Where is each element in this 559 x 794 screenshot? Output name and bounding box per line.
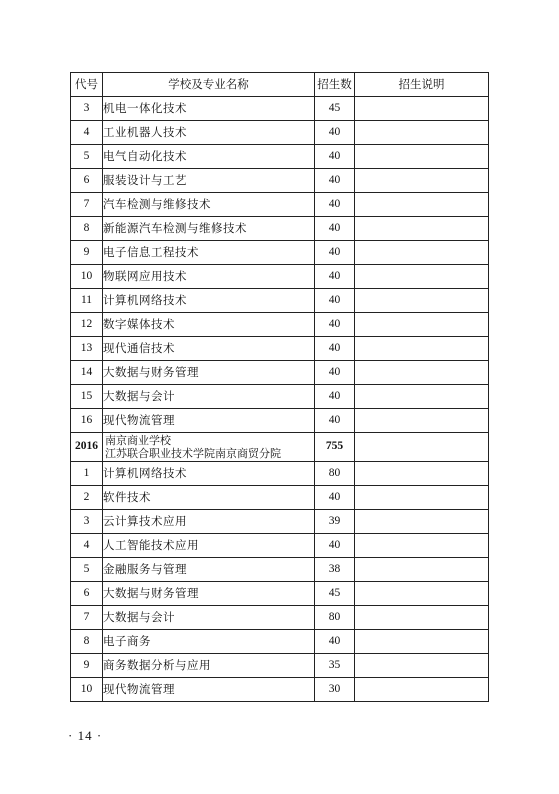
row-major-name: 大数据与财务管理 [103, 361, 315, 385]
table-row [71, 678, 489, 702]
row-count: 30 [315, 678, 355, 702]
row-major-name: 新能源汽车检测与维修技术 [103, 217, 315, 241]
row-code: 12 [71, 313, 103, 337]
row-note [355, 313, 489, 337]
header-count: 招生数 [315, 73, 355, 97]
row-code: 5 [71, 145, 103, 169]
row-major-name: 大数据与会计 [103, 385, 315, 409]
row-count: 80 [315, 606, 355, 630]
school-name [103, 433, 315, 462]
enrollment-table [70, 72, 489, 702]
row-major-name: 现代物流管理 [103, 678, 315, 702]
row-major-name: 云计算技术应用 [103, 510, 315, 534]
row-note [355, 654, 489, 678]
row-code: 2 [71, 486, 103, 510]
row-code: 5 [71, 558, 103, 582]
header-name: 学校及专业名称 [103, 73, 315, 97]
row-code: 6 [71, 169, 103, 193]
row-note [355, 217, 489, 241]
row-count: 40 [315, 217, 355, 241]
row-major-name: 数字媒体技术 [103, 313, 315, 337]
row-major-name: 汽车检测与维修技术 [103, 193, 315, 217]
row-code: 9 [71, 654, 103, 678]
row-count: 40 [315, 169, 355, 193]
table-row [71, 145, 489, 169]
row-count: 40 [315, 534, 355, 558]
row-code: 13 [71, 337, 103, 361]
row-note [355, 678, 489, 702]
row-note [355, 630, 489, 654]
row-code: 3 [71, 510, 103, 534]
row-note [355, 510, 489, 534]
row-major-name: 现代通信技术 [103, 337, 315, 361]
row-major-name: 电子信息工程技术 [103, 241, 315, 265]
row-count: 40 [315, 409, 355, 433]
row-major-name: 软件技术 [103, 486, 315, 510]
school-code: 2016 [71, 433, 103, 462]
row-count: 35 [315, 654, 355, 678]
table-row [71, 241, 489, 265]
row-count: 38 [315, 558, 355, 582]
row-count: 40 [315, 337, 355, 361]
row-count: 40 [315, 121, 355, 145]
table-row [71, 558, 489, 582]
row-note [355, 337, 489, 361]
row-major-name: 计算机网络技术 [103, 289, 315, 313]
row-note [355, 534, 489, 558]
row-note [355, 385, 489, 409]
row-note [355, 169, 489, 193]
row-code: 16 [71, 409, 103, 433]
row-note [355, 289, 489, 313]
table-row [71, 289, 489, 313]
row-code: 6 [71, 582, 103, 606]
row-note [355, 121, 489, 145]
row-code: 10 [71, 265, 103, 289]
row-code: 8 [71, 630, 103, 654]
header-code: 代号 [71, 73, 103, 97]
row-count: 40 [315, 193, 355, 217]
row-code: 7 [71, 193, 103, 217]
row-code: 9 [71, 241, 103, 265]
row-code: 4 [71, 121, 103, 145]
row-code: 14 [71, 361, 103, 385]
table-row [71, 534, 489, 558]
row-note [355, 606, 489, 630]
row-count: 40 [315, 630, 355, 654]
table-row [71, 630, 489, 654]
row-major-name: 电子商务 [103, 630, 315, 654]
row-note [355, 486, 489, 510]
table-row [71, 97, 489, 121]
row-major-name: 金融服务与管理 [103, 558, 315, 582]
header-note: 招生说明 [355, 73, 489, 97]
table-row [71, 462, 489, 486]
row-code: 1 [71, 462, 103, 486]
table-row [71, 654, 489, 678]
row-major-name: 工业机器人技术 [103, 121, 315, 145]
table-row [71, 582, 489, 606]
row-count: 80 [315, 462, 355, 486]
row-note [355, 97, 489, 121]
row-code: 3 [71, 97, 103, 121]
row-major-name: 人工智能技术应用 [103, 534, 315, 558]
row-code: 10 [71, 678, 103, 702]
school-name-line1: 南京商业学校 [105, 434, 171, 447]
row-note [355, 145, 489, 169]
row-major-name: 大数据与财务管理 [103, 582, 315, 606]
page-number: · 14 · [68, 728, 103, 743]
row-major-name: 服装设计与工艺 [103, 169, 315, 193]
row-count: 40 [315, 265, 355, 289]
row-note [355, 462, 489, 486]
school-name-line2: 江苏联合职业技术学院南京商贸分院 [105, 447, 281, 460]
row-code: 7 [71, 606, 103, 630]
row-note [355, 265, 489, 289]
table-row [71, 193, 489, 217]
row-note [355, 193, 489, 217]
school-note [355, 433, 489, 462]
row-code: 15 [71, 385, 103, 409]
row-count: 45 [315, 97, 355, 121]
table-row [71, 409, 489, 433]
table-row [71, 510, 489, 534]
row-count: 40 [315, 241, 355, 265]
table-row [71, 606, 489, 630]
table-row [71, 265, 489, 289]
row-count: 39 [315, 510, 355, 534]
row-note [355, 241, 489, 265]
school-row [71, 433, 489, 462]
table-row [71, 313, 489, 337]
table-row [71, 486, 489, 510]
row-count: 45 [315, 582, 355, 606]
row-major-name: 大数据与会计 [103, 606, 315, 630]
table-row [71, 121, 489, 145]
row-count: 40 [315, 145, 355, 169]
row-code: 11 [71, 289, 103, 313]
row-count: 40 [315, 313, 355, 337]
row-major-name: 机电一体化技术 [103, 97, 315, 121]
row-note [355, 558, 489, 582]
table-body [71, 97, 489, 702]
row-note [355, 582, 489, 606]
row-note [355, 409, 489, 433]
row-major-name: 计算机网络技术 [103, 462, 315, 486]
school-count: 755 [315, 433, 355, 462]
row-code: 4 [71, 534, 103, 558]
row-count: 40 [315, 385, 355, 409]
row-count: 40 [315, 361, 355, 385]
row-major-name: 商务数据分析与应用 [103, 654, 315, 678]
row-major-name: 现代物流管理 [103, 409, 315, 433]
table-row [71, 217, 489, 241]
table-row [71, 361, 489, 385]
row-major-name: 物联网应用技术 [103, 265, 315, 289]
table-header-row [71, 73, 489, 97]
table-row [71, 385, 489, 409]
row-major-name: 电气自动化技术 [103, 145, 315, 169]
row-note [355, 361, 489, 385]
row-count: 40 [315, 486, 355, 510]
table-row [71, 169, 489, 193]
row-code: 8 [71, 217, 103, 241]
row-count: 40 [315, 289, 355, 313]
table-row [71, 337, 489, 361]
